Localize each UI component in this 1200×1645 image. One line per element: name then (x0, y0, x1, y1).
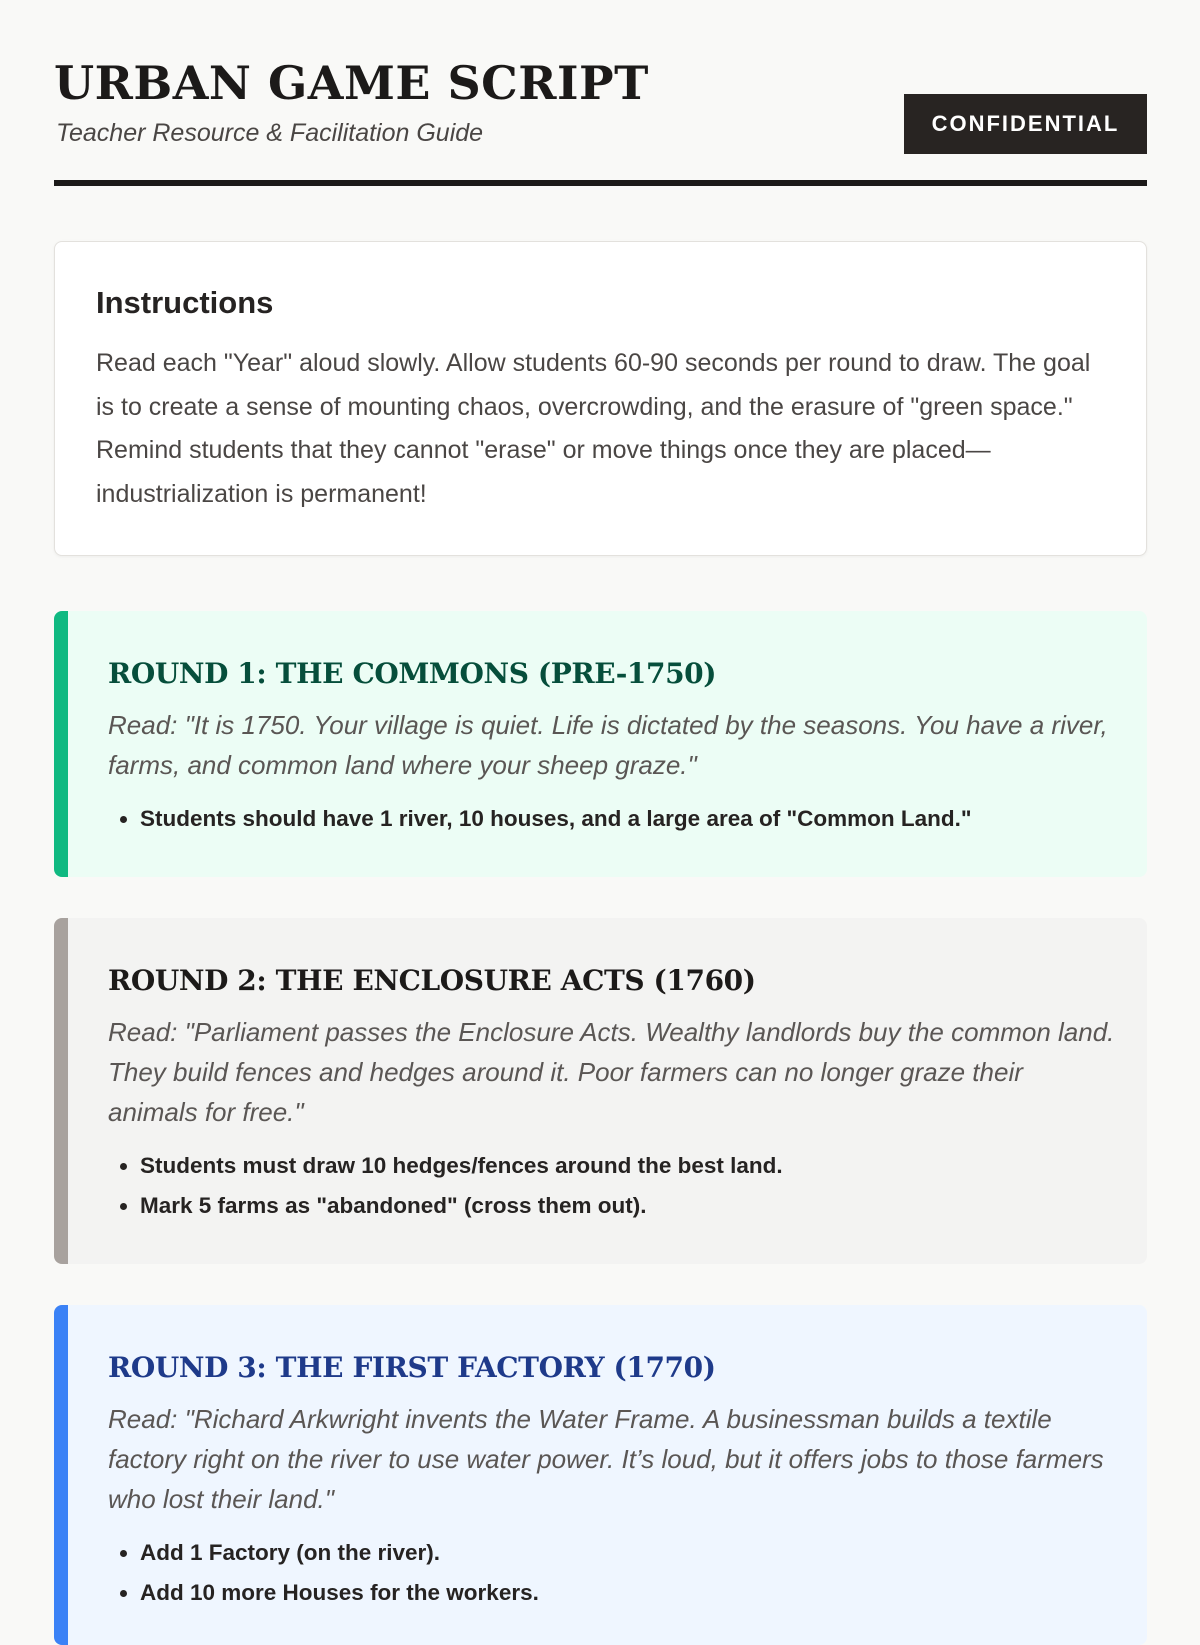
header-divider (54, 180, 1147, 186)
confidential-badge: CONFIDENTIAL (904, 94, 1147, 154)
round-task-item: • Students should have 1 river, 10 houses, and a large area of "Common Land." (140, 799, 1117, 839)
round-read-text: Read: "It is 1750. Your village is quiet. Life is dictated by the seasons. You have a river, farms, and common land where your sheep graze." (108, 710, 1108, 780)
document-header (54, 0, 1147, 188)
round-title: ROUND 3: THE FIRST FACTORY (1770) (108, 1351, 716, 1384)
round-title: ROUND 1: THE COMMONS (PRE-1750) (108, 657, 717, 690)
round-task-item: • Add 10 more Houses for the workers. (140, 1573, 1117, 1613)
instructions-body: Read each "Year" aloud slowly. Allow students 60-90 seconds per round to draw. The goal is to create a sense of mounting chaos, overcrowding, and the erasure of "green space." Remind students that they cannot "erase" or move things once they are placed—industrialization is permanent! (96, 349, 1091, 508)
page-title: URBAN GAME SCRIPT (54, 56, 649, 110)
round-task-item: • Students must draw 10 hedges/fences around the best land. (140, 1146, 1117, 1186)
round-card-1 (54, 611, 1147, 877)
round-task-list (108, 1146, 1117, 1226)
instructions-card (54, 241, 1147, 556)
round-task-item: • Mark 5 farms as "abandoned" (cross them out). (140, 1186, 1117, 1226)
page-subtitle: Teacher Resource & Facilitation Guide (56, 119, 484, 147)
round-task-list (108, 799, 1117, 839)
round-task-list (108, 1533, 1117, 1613)
round-read-text: Read: "Parliament passes the Enclosure Acts. Wealthy landlords buy the common land. They build fences and hedges around it. Poor farmers can no longer graze their animals for free." (108, 1017, 1115, 1127)
instructions-heading: Instructions (96, 285, 274, 320)
document-page (54, 0, 1147, 1605)
round-title: ROUND 2: THE ENCLOSURE ACTS (1760) (108, 964, 756, 997)
round-card-2 (54, 918, 1147, 1264)
round-task-item: • Add 1 Factory (on the river). (140, 1533, 1117, 1573)
round-card-3 (54, 1305, 1147, 1645)
round-read-text: Read: "Richard Arkwright invents the Water Frame. A businessman builds a textile factory right on the river to use water power. It’s loud, but it offers jobs to those farmers who lost their land." (108, 1404, 1104, 1514)
